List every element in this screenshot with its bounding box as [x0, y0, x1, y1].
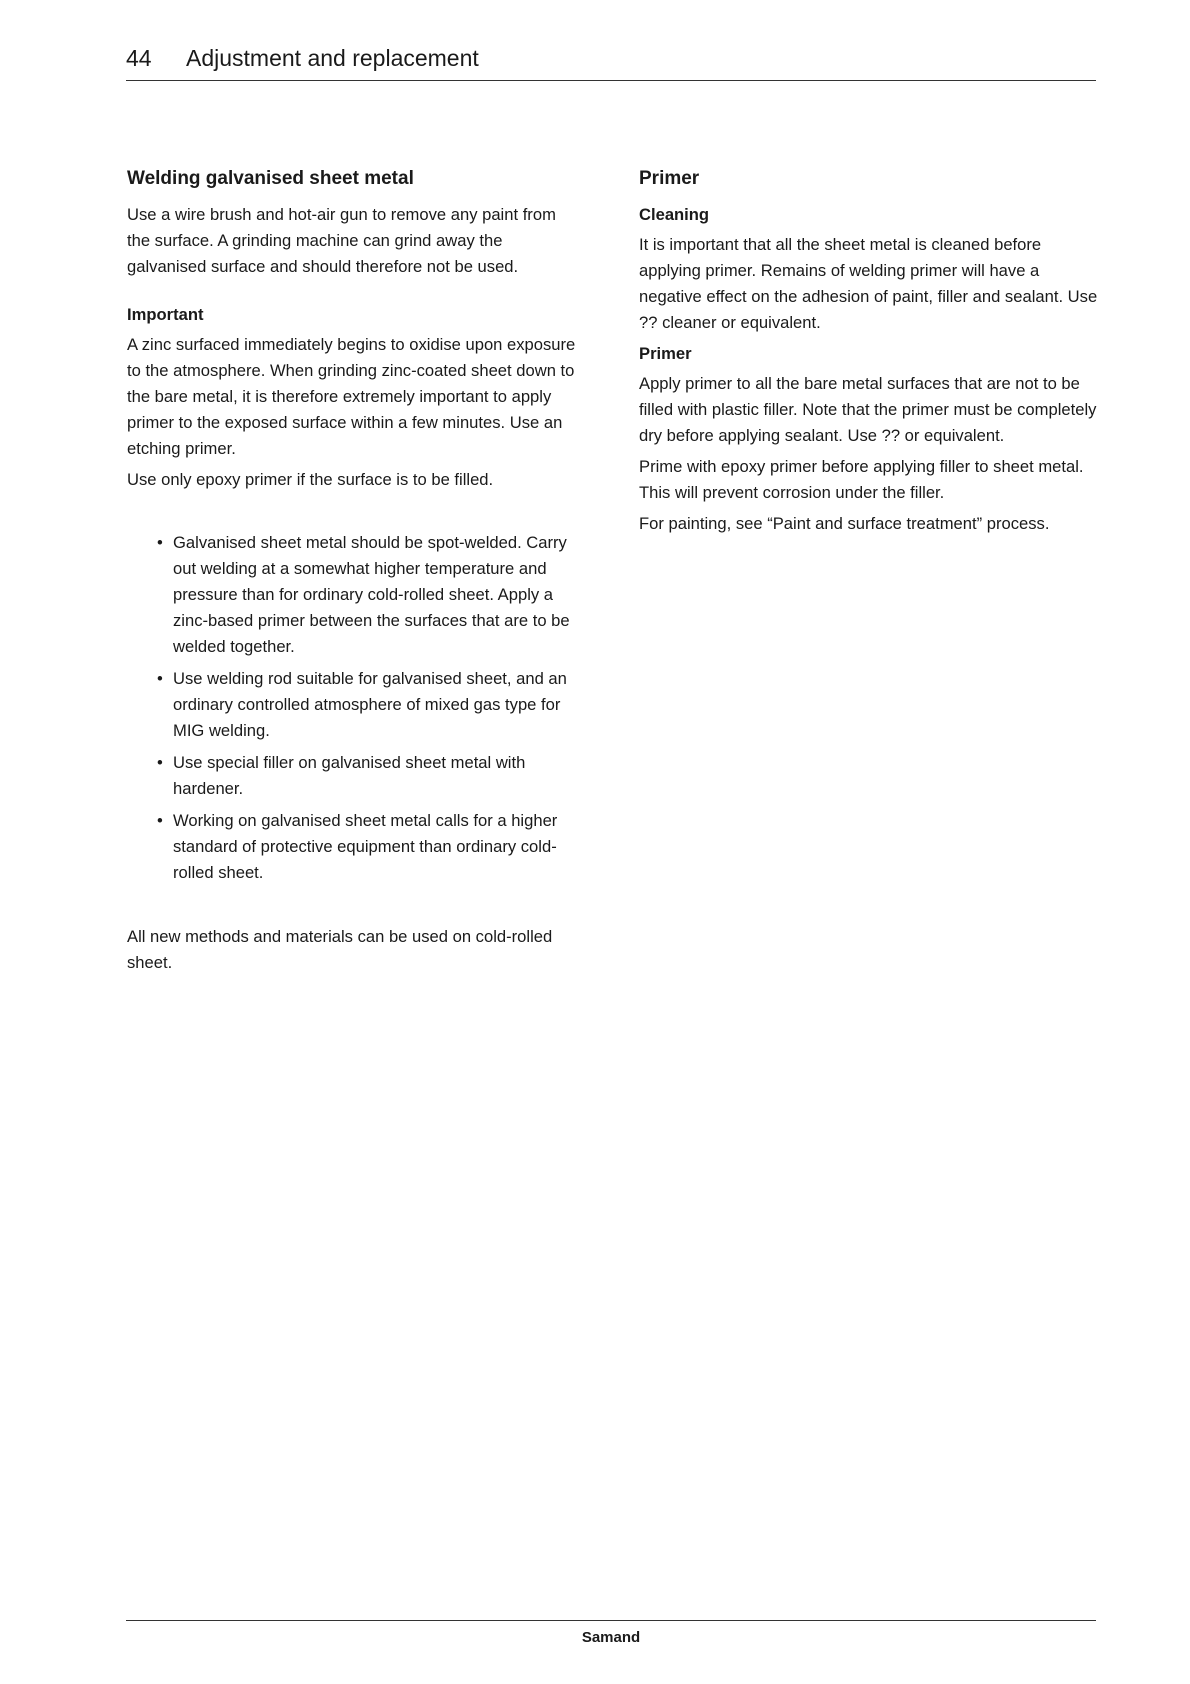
bullet-icon: • — [157, 811, 163, 830]
page-footer — [126, 1620, 1096, 1647]
list-item — [157, 530, 577, 660]
list-item — [157, 750, 577, 802]
cleaning-heading: Cleaning — [639, 205, 710, 224]
list-item-text: Use special filler on galvanised sheet metal with hardener. — [173, 753, 526, 798]
primer-paragraph: Apply primer to all the bare metal surfaces that are not to be filled with plastic filler. Note that the primer must be completely dry before applying sealant. Use ?? or equivalent. — [639, 374, 1097, 445]
section-heading-primer: Primer — [639, 168, 700, 189]
list-item — [157, 808, 577, 886]
painting-paragraph: For painting, see “Paint and surface treatment” process. — [639, 514, 1050, 533]
list-item-text: Use welding rod suitable for galvanised sheet, and an ordinary controlled atmosphere of mixed gas type for MIG welding. — [173, 669, 567, 740]
page-title: Adjustment and replacement — [186, 45, 479, 71]
section-heading-welding: Welding galvanised sheet metal — [127, 168, 414, 189]
bullet-icon: • — [157, 533, 163, 552]
closing-paragraph: All new methods and materials can be used on cold-rolled sheet. — [127, 927, 553, 972]
important-paragraph: A zinc surfaced immediately begins to oxidise upon exposure to the atmosphere. When grinding zinc-coated sheet down to the bare metal, it is therefore extremely important to apply primer to the exposed surface within a few minutes. Use an etching primer. — [127, 335, 576, 458]
bullet-icon: • — [157, 753, 163, 772]
welding-bullet-list — [127, 530, 577, 886]
cleaning-paragraph: It is important that all the sheet metal is cleaned before applying primer. Remains of welding primer will have a negative effect on the adhesion of paint, filler and sealant. Use ?? cleaner or equivalent. — [639, 235, 1098, 332]
list-item-text: Galvanised sheet metal should be spot-welded. Carry out welding at a somewhat higher temperature and pressure than for ordinary cold-rolled sheet. Apply a zinc-based primer between the surfaces that are to be welded together. — [173, 533, 570, 656]
list-item-text: Working on galvanised sheet metal calls for a higher standard of protective equipment than ordinary cold-rolled sheet. — [173, 811, 558, 882]
right-column — [639, 166, 1099, 542]
primer-subheading: Primer — [639, 344, 692, 363]
page-header — [126, 44, 1096, 81]
left-column — [127, 166, 577, 981]
page-number: 44 — [126, 45, 152, 71]
bullet-icon: • — [157, 669, 163, 688]
epoxy-paragraph: Prime with epoxy primer before applying filler to sheet metal. This will prevent corrosion under the filler. — [639, 457, 1084, 502]
intro-paragraph: Use a wire brush and hot-air gun to remove any paint from the surface. A grinding machine can grind away the galvanised surface and should therefore not be used. — [127, 205, 556, 276]
important-heading: Important — [127, 305, 204, 324]
brand-name: Samand — [581, 1629, 641, 1646]
epoxy-note: Use only epoxy primer if the surface is to be filled. — [127, 470, 494, 489]
list-item — [157, 666, 577, 744]
